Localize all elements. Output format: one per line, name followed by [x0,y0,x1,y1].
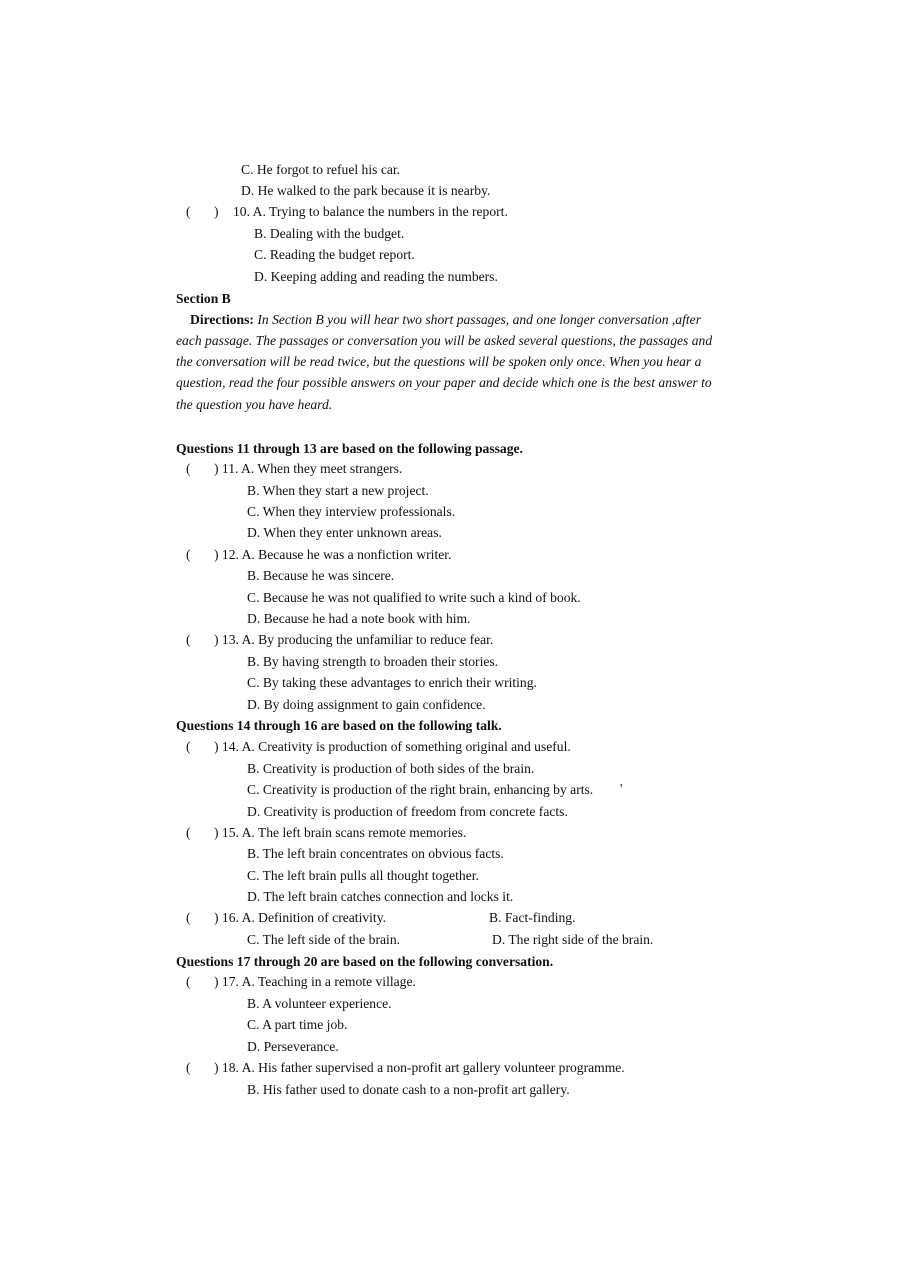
answer-blank-open: ( [186,204,191,219]
section-b-heading: Section B [176,291,231,306]
q12-option-c: C. Because he was not qualified to write such a kind of book. [247,590,581,605]
stray-mark: ' [620,781,623,796]
q10-option-c: C. Reading the budget report. [254,247,415,262]
q15-option-b: B. The left brain concentrates on obvious facts. [247,846,504,861]
q9-option-d: D. He walked to the park because it is nearby. [241,183,491,198]
q13-option-d: D. By doing assignment to gain confidence. [247,697,486,712]
group-11-13-heading: Questions 11 through 13 are based on the following passage. [176,441,523,456]
q18-option-b: B. His father used to donate cash to a non-profit art gallery. [247,1082,570,1097]
directions-line-4: question, read the four possible answers on your paper and decide which one is the best answer to [176,375,712,390]
q16-option-d: D. The right side of the brain. [492,932,654,947]
directions-line-2: each passage. The passages or conversation you will be asked several questions, the passages and [176,333,713,348]
q14-option-d: D. Creativity is production of freedom from concrete facts. [247,804,568,819]
directions-line-5: the question you have heard. [176,397,333,412]
answer-blank-open: ( [186,632,191,647]
q17-option-a: ) 17. A. Teaching in a remote village. [214,974,416,989]
q16-option-b: B. Fact-finding. [489,910,576,925]
q11-option-c: C. When they interview professionals. [247,504,456,519]
q12-option-b: B. Because he was sincere. [247,568,395,583]
answer-blank-open: ( [186,825,191,840]
q13-option-c: C. By taking these advantages to enrich their writing. [247,675,537,690]
q10-option-d: D. Keeping adding and reading the numbers. [254,269,498,284]
q11-option-a: ) 11. A. When they meet strangers. [214,461,403,476]
directions-text-1: In Section B you will hear two short passages, and one longer conversation ,after [257,312,701,327]
q11-option-b: B. When they start a new project. [247,483,429,498]
group-17-20-heading: Questions 17 through 20 are based on the following conversation. [176,954,554,969]
answer-blank-open: ( [186,1060,191,1075]
q13-option-b: B. By having strength to broaden their stories. [247,654,499,669]
q14-option-c: C. Creativity is production of the right brain, enhancing by arts. [247,782,594,797]
q15-option-c: C. The left brain pulls all thought together. [247,868,479,883]
q17-option-b: B. A volunteer experience. [247,996,392,1011]
q10-option-b: B. Dealing with the budget. [254,226,405,241]
q14-option-a: ) 14. A. Creativity is production of something original and useful. [214,739,571,754]
q12-option-a: ) 12. A. Because he was a nonfiction writer. [214,547,452,562]
directions-line-1 [190,311,701,329]
answer-blank-open: ( [186,910,191,925]
q11-option-d: D. When they enter unknown areas. [247,525,442,540]
q16-option-c: C. The left side of the brain. [247,932,401,947]
answer-blank-open: ( [186,739,191,754]
answer-blank-open: ( [186,461,191,476]
q14-option-b: B. Creativity is production of both sides of the brain. [247,761,535,776]
q17-option-d: D. Perseverance. [247,1039,339,1054]
q15-option-a: ) 15. A. The left brain scans remote memories. [214,825,467,840]
q9-option-c: C. He forgot to refuel his car. [241,162,401,177]
q10-option-a: 10. A. Trying to balance the numbers in the report. [233,204,508,219]
directions-label: Directions: [190,312,254,327]
group-14-16-heading: Questions 14 through 16 are based on the following talk. [176,718,502,733]
q15-option-d: D. The left brain catches connection and locks it. [247,889,514,904]
answer-blank-open: ( [186,547,191,562]
q12-option-d: D. Because he had a note book with him. [247,611,471,626]
answer-blank-close: ) [214,204,219,219]
q13-option-a: ) 13. A. By producing the unfamiliar to reduce fear. [214,632,494,647]
answer-blank-open: ( [186,974,191,989]
q17-option-c: C. A part time job. [247,1017,348,1032]
directions-line-3: the conversation will be read twice, but the questions will be spoken only once. When you hear a [176,354,702,369]
q18-option-a: ) 18. A. His father supervised a non-profit art gallery volunteer programme. [214,1060,625,1075]
q16-option-a: ) 16. A. Definition of creativity. [214,910,387,925]
